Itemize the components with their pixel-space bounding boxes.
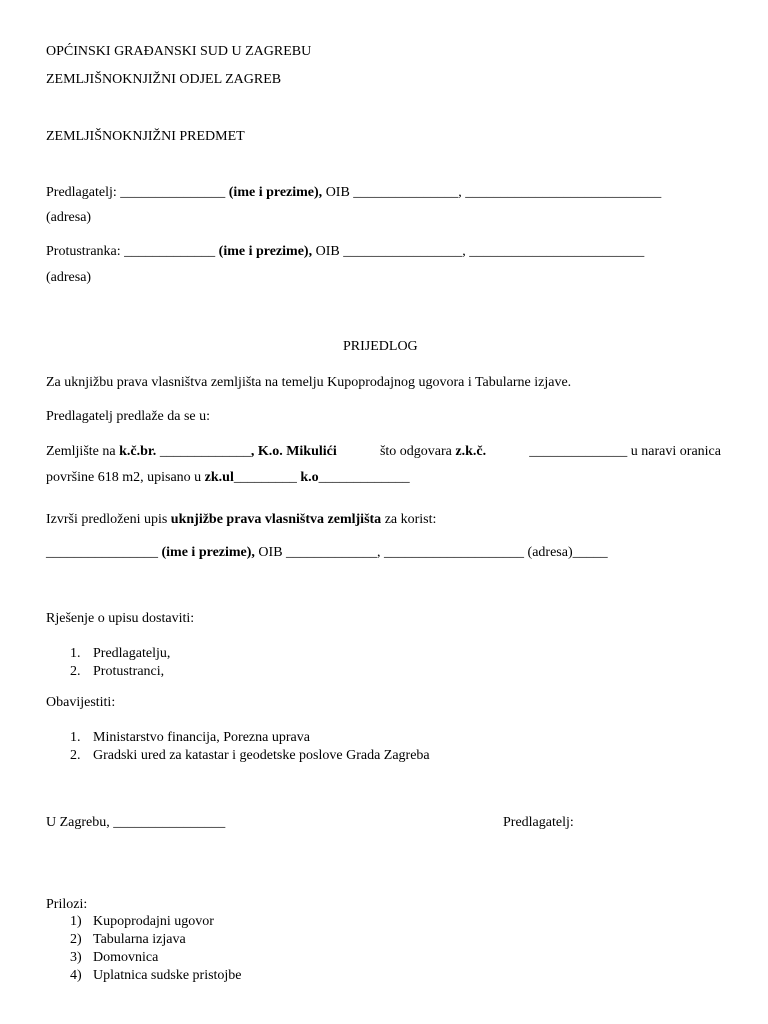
intro-text: Za uknjižbu prava vlasništva zemljišta na temelju Kupoprodajnog ugovora i Tabularne izjave. xyxy=(46,375,572,390)
beneficiary-line: ________________ (ime i prezime), OIB _____________, ____________________ (adresa)_____ xyxy=(46,545,608,560)
land-line-1 xyxy=(46,443,721,461)
opponent-line xyxy=(46,243,644,261)
notify-list xyxy=(70,729,430,765)
list-item: 2. Protustranci, xyxy=(70,664,165,679)
signature-label: Predlagatelj: xyxy=(503,815,574,830)
land-line-2: površine 618 m2, upisano u zk.ul_________ k.o_____________ xyxy=(46,470,410,485)
department-name: ZEMLJIŠNOKNJIŽNI ODJEL ZAGREB xyxy=(46,72,282,87)
case-type: ZEMLJIŠNOKNJIŽNI PREDMET xyxy=(46,129,245,144)
opponent-address-hint: (adresa) xyxy=(46,270,92,285)
land-zkc: što odgovara z.k.č. xyxy=(379,444,487,459)
document-title: PRIJEDLOG xyxy=(343,339,418,354)
land-nature: ______________ u naravi oranica xyxy=(529,444,721,459)
execute-text: Izvrši predloženi upis uknjižbe prava vlasništva zemljišta za korist: xyxy=(46,512,437,527)
opponent-label: Protustranka: _____________ xyxy=(46,244,219,259)
proposer-address-hint: (adresa) xyxy=(46,210,92,225)
list-item: 4) Uplatnica sudske pristojbe xyxy=(70,968,242,983)
delivery-list xyxy=(70,645,170,681)
list-item: 2) Tabularna izjava xyxy=(70,932,186,947)
proposer-name-hint: (ime i prezime), xyxy=(228,185,323,200)
proposer-line xyxy=(46,184,661,202)
proposer-oib: OIB _______________, ____________________________ xyxy=(322,185,662,200)
attachments-label: Prilozi: xyxy=(46,897,88,912)
proposer-label: Predlagatelj: _______________ xyxy=(46,185,229,200)
attachments-list xyxy=(70,913,242,985)
delivery-label: Rješenje o upisu dostaviti: xyxy=(46,611,195,626)
place-date: U Zagrebu, ________________ xyxy=(46,815,226,830)
list-item: 1. Predlagatelju, xyxy=(70,646,171,661)
list-item: 3) Domovnica xyxy=(70,950,159,965)
proposes-text: Predlagatelj predlaže da se u: xyxy=(46,409,211,424)
opponent-oib: OIB _________________, _________________________ xyxy=(312,244,645,259)
land-intro: Zemljište na k.č.br. _____________, K.o. Mikulići xyxy=(46,444,337,459)
list-item: 1. Ministarstvo financija, Porezna uprava xyxy=(70,730,310,745)
list-item: 2. Gradski ured za katastar i geodetske poslove Grada Zagreba xyxy=(70,748,430,763)
notify-label: Obavijestiti: xyxy=(46,695,116,710)
list-item: 1) Kupoprodajni ugovor xyxy=(70,914,214,929)
court-name: OPĆINSKI GRAĐANSKI SUD U ZAGREBU xyxy=(46,44,312,59)
opponent-name-hint: (ime i prezime), xyxy=(218,244,313,259)
